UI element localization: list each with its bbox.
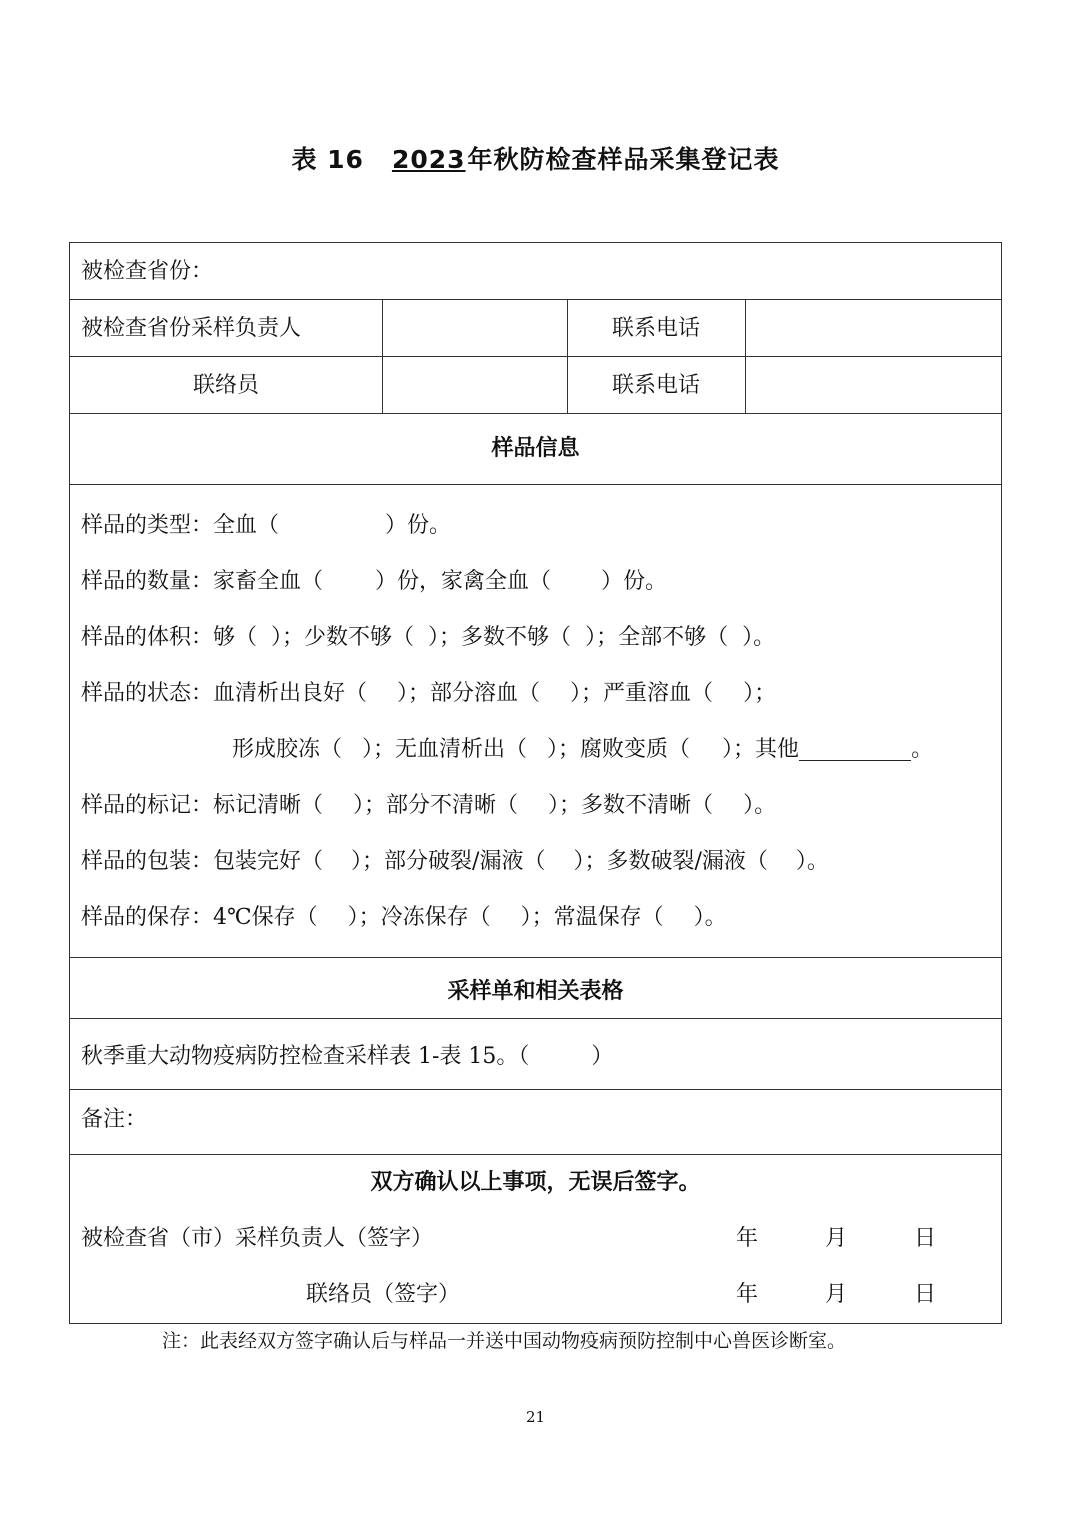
text-segment: ）。 xyxy=(795,849,829,874)
text-segment: ）。 xyxy=(693,905,727,930)
phone-label-1: 联系电话 xyxy=(611,316,700,341)
page-number: 21 xyxy=(525,1408,546,1426)
row-divider xyxy=(70,484,1001,485)
text-segment: ）；冷冻保存（ xyxy=(347,905,491,930)
phone-field-1[interactable] xyxy=(752,312,992,346)
sign1-day: 日 xyxy=(914,1226,937,1251)
sample-quantity-label: 样品的数量： xyxy=(81,569,214,594)
text-segment: ）。 xyxy=(743,793,777,818)
sample-volume-row xyxy=(81,627,775,649)
text-segment: ）份，家禽全血（ xyxy=(375,569,552,594)
sampling-head-field[interactable] xyxy=(389,312,559,346)
text-segment: 包装完好（ xyxy=(213,849,324,874)
sample-storage-label: 样品的保存： xyxy=(81,905,214,930)
title-suffix: 年秋防检查样品采集登记表 xyxy=(467,145,780,174)
row-divider xyxy=(70,413,1001,414)
sample-packing-row xyxy=(81,851,829,873)
text-segment: ）；部分溶血（ xyxy=(397,681,541,706)
row-divider xyxy=(70,356,1001,357)
forms-text xyxy=(81,1046,613,1068)
text-segment: 家畜全血（ xyxy=(213,569,324,594)
col-divider xyxy=(382,299,383,413)
text-segment: 。 xyxy=(911,737,934,762)
text-segment: ）；其他 xyxy=(722,737,800,762)
sample-marking-row xyxy=(81,795,776,817)
row-divider xyxy=(70,299,1001,300)
sample-type-row xyxy=(81,515,451,537)
registration-form xyxy=(69,242,1002,1324)
sign2-month: 月 xyxy=(825,1282,848,1307)
text-segment: ）；少数不够（ xyxy=(271,625,415,650)
liaison-label: 联络员 xyxy=(192,373,259,398)
sign1-label: 被检查省（市）采样负责人（签字） xyxy=(81,1226,434,1251)
sample-info-header: 样品信息 xyxy=(491,436,580,461)
province-label: 被检查省份： xyxy=(81,259,214,284)
other-blank-input[interactable] xyxy=(799,740,911,761)
title-prefix: 表 16 xyxy=(291,145,364,174)
text-segment: ）；常温保存（ xyxy=(520,905,664,930)
row-divider xyxy=(70,1018,1001,1019)
text-segment: ）；无血清析出（ xyxy=(362,737,528,762)
phone-field-2[interactable] xyxy=(752,369,992,403)
text-segment: 血清析出良好（ xyxy=(213,681,368,706)
text-segment: 够（ xyxy=(213,625,258,650)
text-segment: 4℃保存（ xyxy=(213,905,318,930)
row-divider xyxy=(70,957,1001,958)
text-segment: 秋季重大动物疫病防控检查采样表 1-表 15。（ xyxy=(81,1044,530,1069)
sign1-year: 年 xyxy=(736,1226,759,1251)
confirm-header: 双方确认以上事项，无误后签字。 xyxy=(370,1170,701,1195)
text-segment: 形成胶冻（ xyxy=(232,737,343,762)
sign2-year: 年 xyxy=(736,1282,759,1307)
sample-state-row xyxy=(81,683,776,705)
sample-type-label: 样品的类型： xyxy=(81,513,214,538)
forms-header: 采样单和相关表格 xyxy=(447,979,624,1004)
footnote: 注：此表经双方签字确认后与样品一并送中国动物疫病预防控制中心兽医诊断室。 xyxy=(162,1330,847,1352)
row-divider xyxy=(70,1154,1001,1155)
text-segment: ）；多数不清晰（ xyxy=(548,793,714,818)
page-title xyxy=(0,140,1071,176)
sign1-month: 月 xyxy=(825,1226,848,1251)
sample-packing-label: 样品的包装： xyxy=(81,849,214,874)
text-segment: ）； xyxy=(743,681,777,706)
sample-marking-label: 样品的标记： xyxy=(81,793,214,818)
text-segment: 标记清晰（ xyxy=(213,793,324,818)
sign2-day: 日 xyxy=(914,1282,937,1307)
text-segment: ）；腐败变质（ xyxy=(547,737,691,762)
text-segment: ）；多数不够（ xyxy=(428,625,572,650)
remarks-label: 备注： xyxy=(81,1107,148,1132)
sample-state-row-2 xyxy=(232,739,933,761)
text-segment: ） xyxy=(591,1044,614,1069)
text-segment: ）；部分不清晰（ xyxy=(353,793,519,818)
sample-state-label: 样品的状态： xyxy=(81,681,214,706)
text-segment: ）；严重溶血（ xyxy=(570,681,714,706)
text-segment: ）；全部不够（ xyxy=(585,625,729,650)
col-divider xyxy=(745,299,746,413)
sampling-head-label: 被检查省份采样负责人 xyxy=(81,316,302,341)
phone-label-2: 联系电话 xyxy=(611,373,700,398)
text-segment: ）；多数破裂/漏液（ xyxy=(573,849,768,874)
sample-quantity-row xyxy=(81,571,667,593)
text-segment: 全血（ xyxy=(213,513,280,538)
text-segment: ）份。 xyxy=(385,513,452,538)
sign2-label: 联络员（签字） xyxy=(306,1282,461,1307)
row-divider xyxy=(70,1089,1001,1090)
text-segment: ）份。 xyxy=(601,569,668,594)
liaison-field[interactable] xyxy=(389,369,559,403)
sample-volume-label: 样品的体积： xyxy=(81,625,214,650)
text-segment: ）；部分破裂/漏液（ xyxy=(351,849,546,874)
title-year: 2023 xyxy=(391,145,466,174)
sample-storage-row xyxy=(81,907,727,929)
text-segment: ）。 xyxy=(742,625,776,650)
